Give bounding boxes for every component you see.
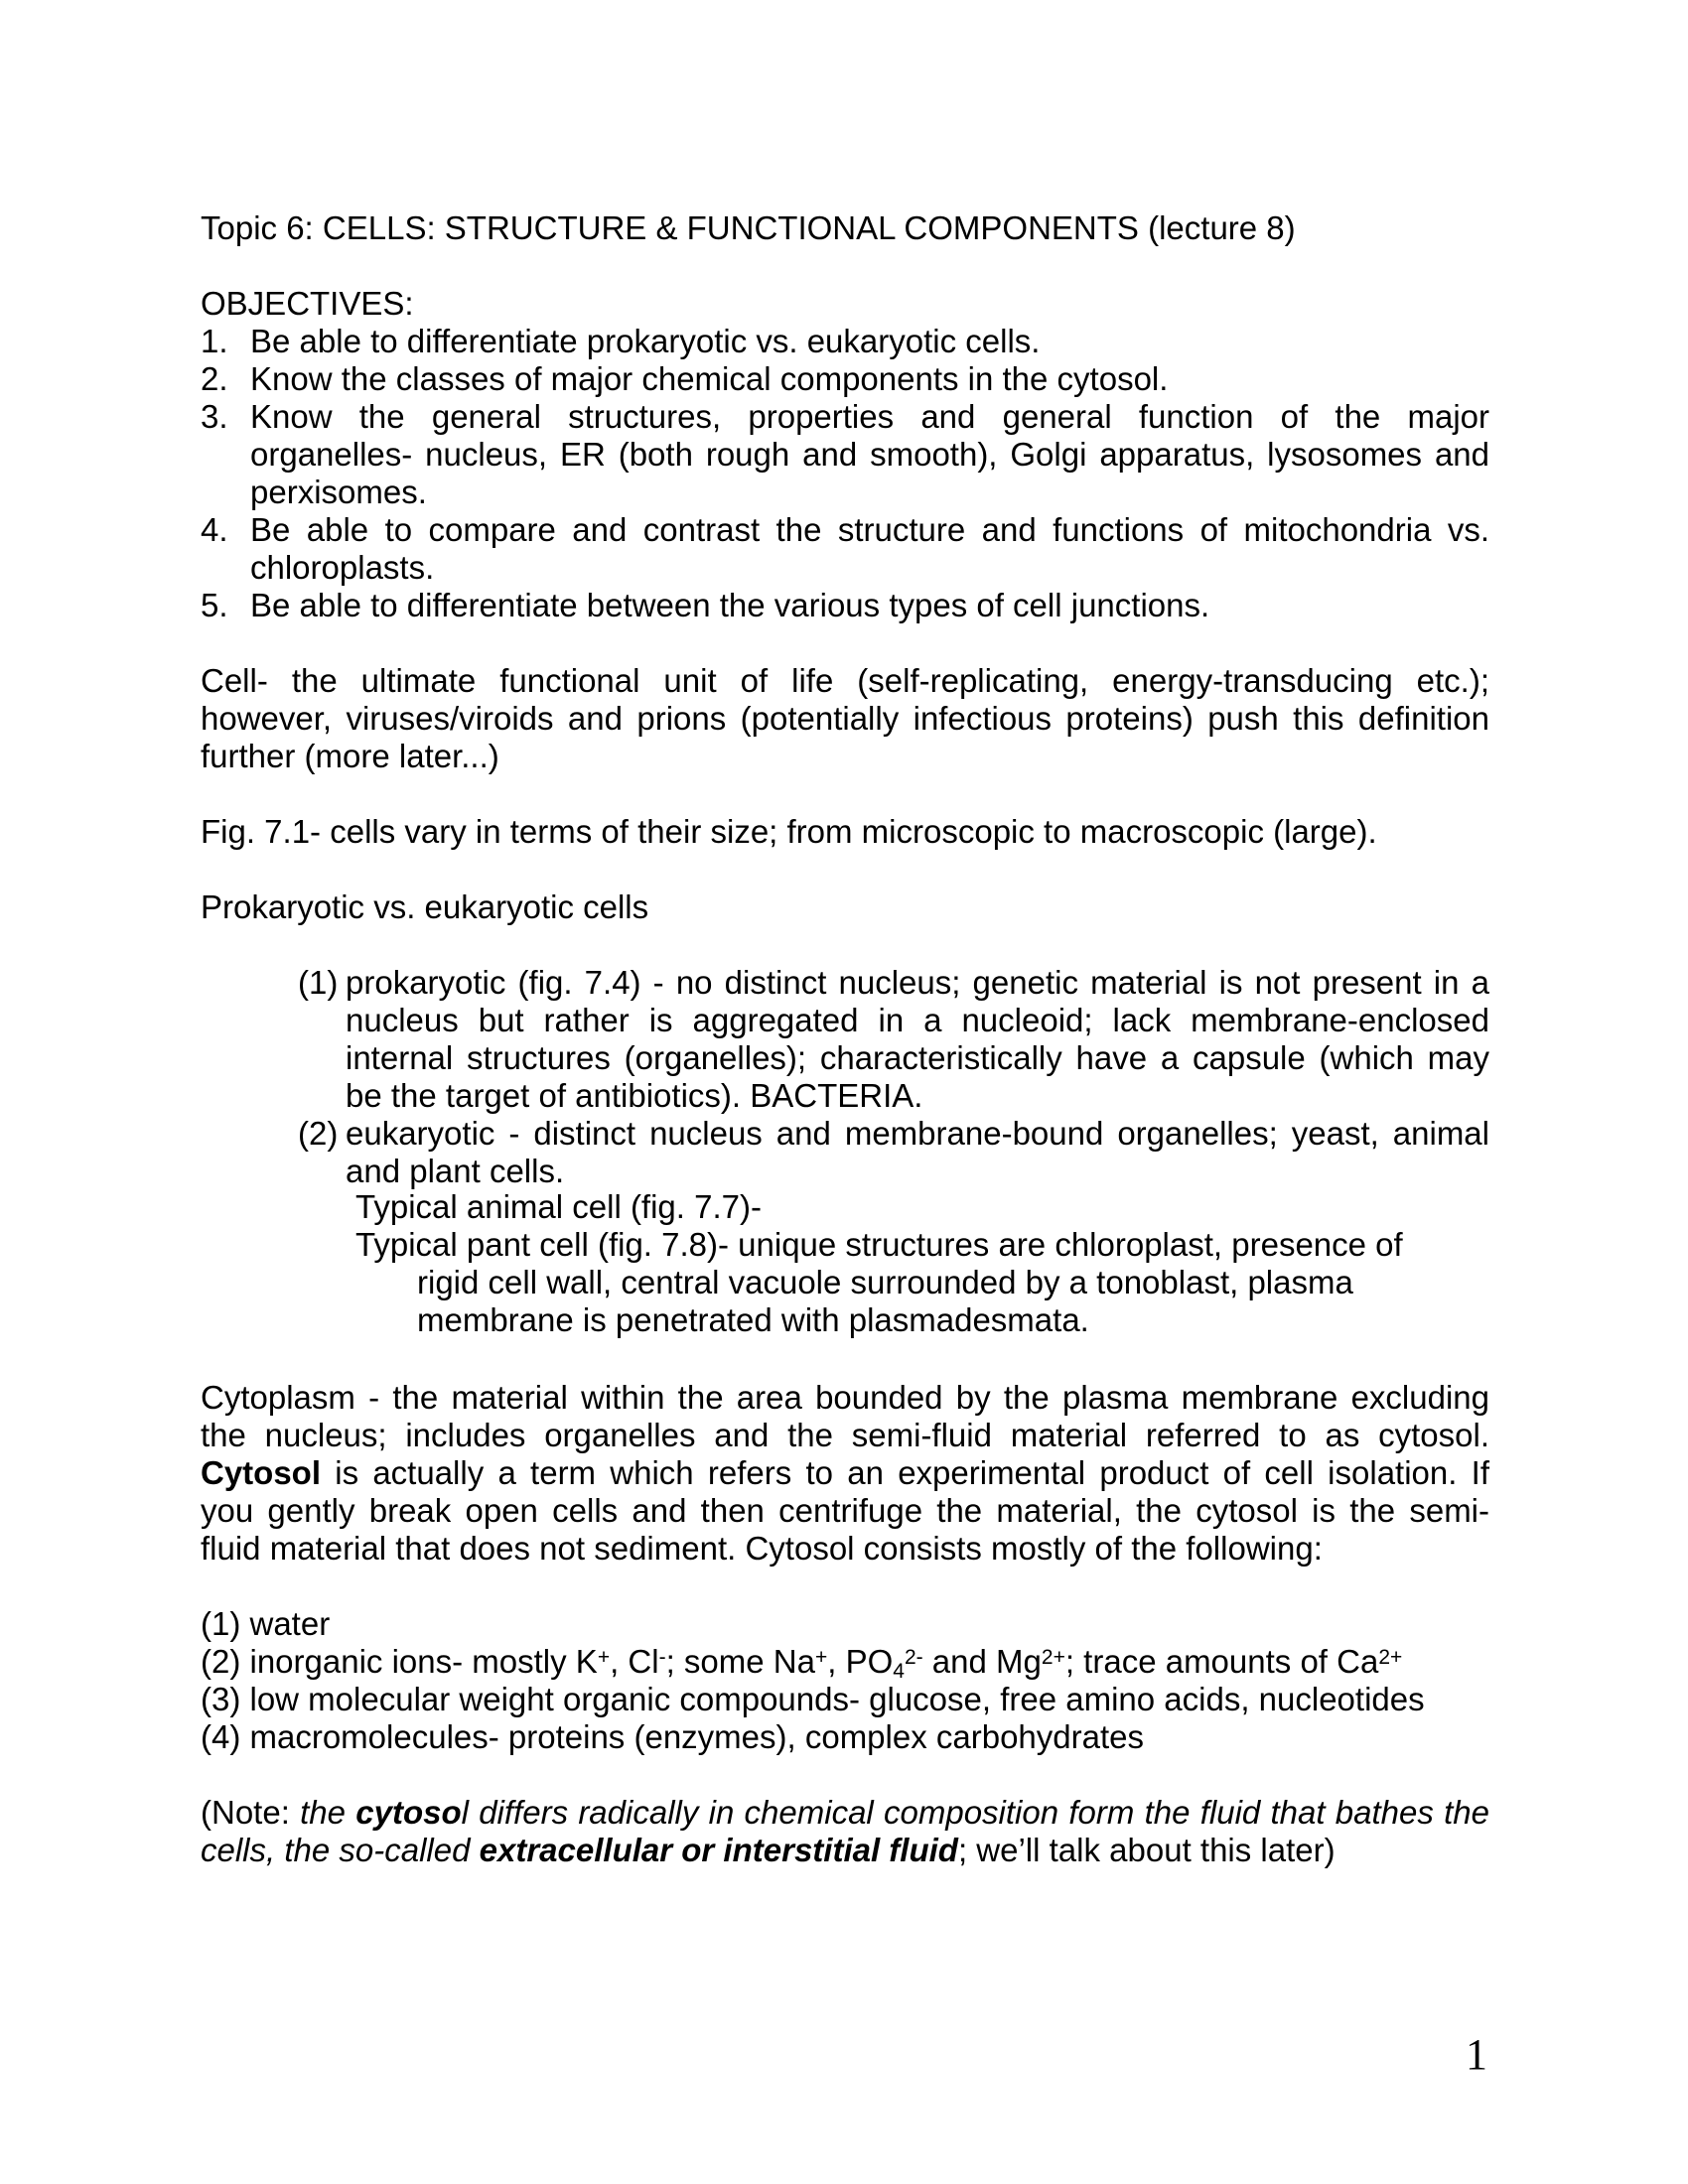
text-line	[346, 1002, 1489, 1039]
text-line	[201, 738, 1489, 775]
text-run: 2+	[1378, 1646, 1403, 1670]
list-marker: 3.	[201, 398, 228, 435]
cell-type-item	[201, 964, 1489, 1115]
text-line	[346, 1153, 1489, 1190]
list-marker: 2.	[201, 360, 228, 397]
objective-item-text	[250, 360, 1489, 398]
text-run: internal structures (organelles); characteristically have a capsule (which may	[346, 1039, 1489, 1076]
text-line	[355, 1188, 1489, 1226]
text-line	[250, 549, 1489, 587]
text-run: (1) water	[201, 1605, 331, 1642]
text-run: further (more later...)	[201, 738, 499, 774]
text-run: and Mg	[922, 1643, 1042, 1680]
list-marker: 4.	[201, 511, 228, 548]
paragraph-fig-7-1: Fig. 7.1- cells vary in terms of their size; from microscopic to macroscopic (large).	[201, 813, 1377, 850]
text-line	[201, 700, 1489, 738]
text-line	[250, 511, 1489, 549]
text-line	[250, 360, 1489, 398]
text-line	[417, 1301, 1489, 1339]
text-run: prokaryotic (fig. 7.4) - no distinct nucleus; genetic material is not present in a	[346, 964, 1489, 1001]
text-line	[201, 1379, 1489, 1417]
text-line	[346, 964, 1489, 1002]
note-paragraph	[201, 1794, 1489, 1869]
objective-item-text	[250, 587, 1489, 624]
text-run: -	[658, 1646, 666, 1670]
text-line	[417, 1264, 1489, 1301]
text-line	[250, 474, 1489, 511]
text-run: be the target of antibiotics). BACTERIA.	[346, 1077, 923, 1114]
text-line	[201, 1454, 1489, 1492]
text-run: Typical animal cell (fig. 7.7)-	[355, 1188, 762, 1225]
text-line	[201, 662, 1489, 700]
text-run: Typical pant cell (fig. 7.8)- unique structures are chloroplast, presence of	[355, 1226, 1403, 1263]
text-run: Be able to differentiate prokaryotic vs. eukaryotic cells.	[250, 323, 1041, 359]
objectives-list	[201, 323, 1489, 624]
objective-item-text	[250, 398, 1489, 511]
text-run: Cytosol	[201, 1454, 322, 1491]
document-title: Topic 6: CELLS: STRUCTURE & FUNCTIONAL COMPONENTS (lecture 8)	[201, 209, 1296, 246]
list-marker: 1.	[201, 323, 228, 359]
text-run: organelles- nucleus, ER (both rough and smooth), Golgi apparatus, lysosomes and	[250, 436, 1489, 473]
text-run: ; we’ll talk about this later)	[957, 1832, 1336, 1868]
text-run: rigid cell wall, central vacuole surrounded by a tonoblast, plasma	[417, 1264, 1353, 1300]
text-line	[250, 436, 1489, 474]
text-run: and plant cells.	[346, 1153, 565, 1189]
objective-item	[201, 360, 1489, 398]
text-line	[250, 587, 1489, 624]
text-line	[250, 398, 1489, 436]
heading-prokaryotic-vs-eukaryotic: Prokaryotic vs. eukaryotic cells	[201, 888, 649, 925]
text-line	[201, 1832, 1489, 1869]
text-line	[201, 1718, 1489, 1756]
text-run: the	[300, 1794, 356, 1831]
objective-item-text	[250, 511, 1489, 587]
text-run: extracellular or interstitial fluid	[479, 1832, 958, 1868]
text-run: l differs radically in chemical composition form the fluid that bathes the	[461, 1794, 1489, 1831]
objectives-heading: OBJECTIVES:	[201, 285, 414, 322]
objective-item	[201, 398, 1489, 511]
text-run: ; trace amounts of Ca	[1064, 1643, 1379, 1680]
text-run: membrane is penetrated with plasmadesmata.	[417, 1301, 1089, 1338]
cell-type-item-text	[346, 1115, 1489, 1190]
text-line	[346, 1077, 1489, 1115]
typical-cells-block	[355, 1188, 1489, 1339]
objective-item	[201, 323, 1489, 360]
cell-type-item-text	[346, 964, 1489, 1115]
text-run: +	[597, 1646, 611, 1670]
text-run: cytoso	[355, 1794, 462, 1831]
text-run: 2+	[1041, 1646, 1065, 1670]
cytosol-components-list	[201, 1605, 1489, 1756]
text-run: Know the general structures, properties and general function of the major	[250, 398, 1489, 435]
text-line	[346, 1039, 1489, 1077]
text-run: (3) low molecular weight organic compounds- glucose, free amino acids, nucleotides	[201, 1681, 1425, 1717]
text-run: chloroplasts.	[250, 549, 435, 586]
text-line	[201, 1530, 1489, 1568]
text-line	[346, 1115, 1489, 1153]
text-run: 2-	[904, 1646, 923, 1670]
list-marker: (2)	[298, 1115, 339, 1152]
page-number: 1	[1466, 2030, 1487, 2079]
text-run: (2) inorganic ions- mostly K	[201, 1643, 598, 1680]
text-line	[355, 1226, 1489, 1264]
text-run: Cytoplasm - the material within the area bounded by the plasma membrane excluding	[201, 1379, 1489, 1416]
text-run: , Cl	[610, 1643, 659, 1680]
paragraph-cell-definition	[201, 662, 1489, 775]
objective-item	[201, 511, 1489, 587]
text-line	[201, 1492, 1489, 1530]
text-run: Know the classes of major chemical components in the cytosol.	[250, 360, 1169, 397]
text-line	[201, 1605, 1489, 1643]
paragraph-cytoplasm	[201, 1379, 1489, 1568]
list-marker: (1)	[298, 964, 339, 1001]
text-run: you gently break open cells and then centrifuge the material, the cytosol is the semi-	[201, 1492, 1489, 1529]
text-run: Be able to compare and contrast the structure and functions of mitochondria vs.	[250, 511, 1489, 548]
cell-type-list	[201, 964, 1489, 1190]
text-run: +	[814, 1646, 828, 1670]
text-run: however, viruses/viroids and prions (potentially infectious proteins) push this definition	[201, 700, 1489, 737]
list-marker: 5.	[201, 587, 228, 623]
text-run: (Note:	[201, 1794, 301, 1831]
text-run: 4	[893, 1659, 905, 1683]
text-run: perxisomes.	[250, 474, 427, 510]
text-run: fluid material that does not sediment. Cytosol consists mostly of the following:	[201, 1530, 1323, 1567]
text-run: is actually a term which refers to an experimental product of cell isolation. If	[321, 1454, 1489, 1491]
text-run: ; some Na	[665, 1643, 815, 1680]
objective-item-text	[250, 323, 1489, 360]
text-run: eukaryotic - distinct nucleus and membrane-bound organelles; yeast, animal	[346, 1115, 1489, 1152]
cell-type-item	[201, 1115, 1489, 1190]
text-run: , PO	[827, 1643, 894, 1680]
text-run: cells, the so-called	[201, 1832, 480, 1868]
text-run: nucleus but rather is aggregated in a nucleoid; lack membrane-enclosed	[346, 1002, 1489, 1038]
text-run: the nucleus; includes organelles and the semi-fluid material referred to as cytosol.	[201, 1417, 1489, 1453]
text-line	[201, 1794, 1489, 1832]
text-run: (4) macromolecules- proteins (enzymes), complex carbohydrates	[201, 1718, 1145, 1755]
text-line	[201, 1681, 1489, 1718]
objective-item	[201, 587, 1489, 624]
text-line	[201, 1643, 1489, 1681]
text-line	[201, 1417, 1489, 1454]
text-line	[250, 323, 1489, 360]
text-run: Cell- the ultimate functional unit of life (self-replicating, energy-transducing etc.);	[201, 662, 1489, 699]
text-run: Be able to differentiate between the various types of cell junctions.	[250, 587, 1210, 623]
